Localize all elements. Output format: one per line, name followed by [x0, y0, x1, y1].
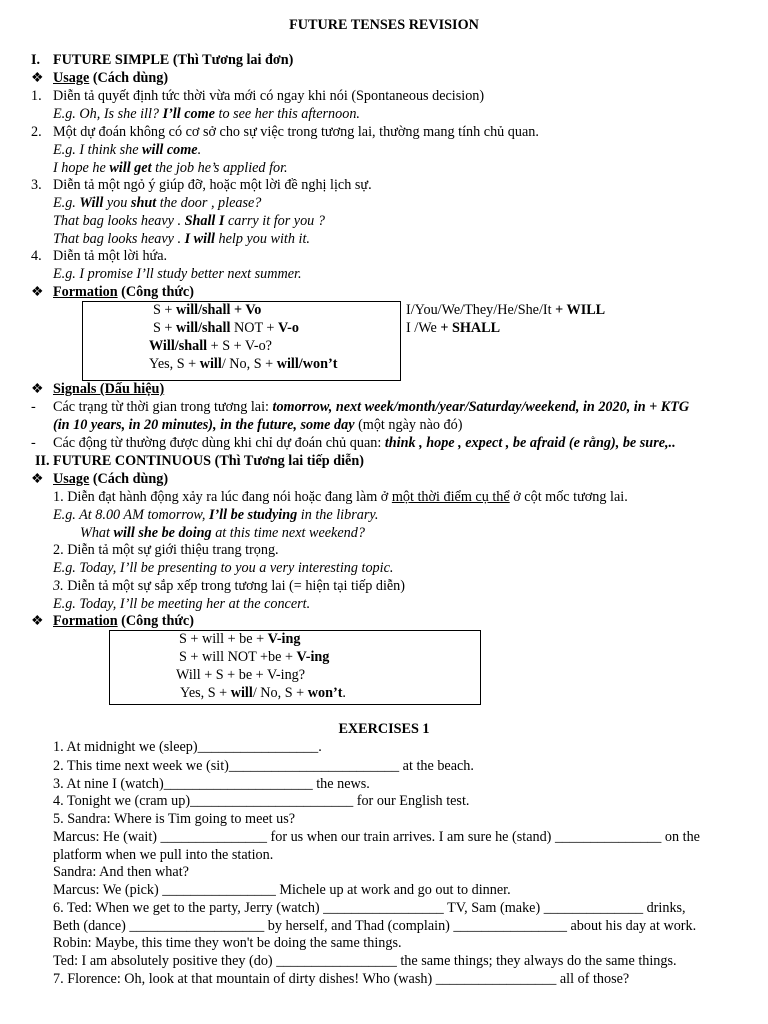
signal-line: Các động từ thường được dùng khi chỉ dự đoán chủ quan: think , hope , expect , be afraid (e rằng), be sure,.. [53, 435, 676, 451]
exercise-line: Ted: I am absolutely positive they (do) _________________ the same things; they always do the same things. [53, 953, 677, 969]
example-line: E.g. Will you shut the door , please? [53, 195, 262, 211]
bullet-icon: ❖ [31, 472, 44, 487]
signal-line: (in 10 years, in 20 minutes), in the future, some day (một ngày nào đó) [53, 417, 463, 433]
exercise-line: 3. At nine I (watch)_____________________ the news. [53, 776, 370, 792]
usage-heading: Usage (Cách dùng) [53, 471, 169, 487]
exercise-line: 1. At midnight we (sleep)_________________. [53, 739, 322, 755]
formula-negative: S + will/shall NOT + V-o [153, 320, 299, 336]
signals-heading: Signals (Dấu hiệu) [53, 381, 165, 397]
bullet-icon: ❖ [31, 71, 44, 86]
usage-item: 3. Diễn tả một sự sắp xếp trong tương lai (= hiện tại tiếp diễn) [53, 578, 405, 594]
example-line: That bag looks heavy . I will help you with it. [53, 231, 310, 247]
example-line: I hope he will get the job he’s applied for. [53, 160, 288, 176]
example-line: E.g. Today, I’ll be presenting to you a very interesting topic. [53, 560, 394, 576]
bullet-icon: ❖ [31, 382, 44, 397]
exercise-line: Beth (dance) ___________________ by herself, and Thad (complain) ________________ about his day at work. [53, 918, 697, 934]
exercise-line: 4. Tonight we (cram up)_______________________ for our English test. [53, 793, 470, 809]
signal-line: Các trạng từ thời gian trong tương lai: tomorrow, next week/month/year/Saturday/weekend, in 2020, in + KTG [53, 399, 690, 415]
exercise-line: 7. Florence: Oh, look at that mountain of dirty dishes! Who (wash) _________________ all of those? [53, 971, 630, 987]
example-line: That bag looks heavy . Shall I carry it for you ? [53, 213, 325, 229]
formula-question: Will + S + be + V-ing? [176, 667, 306, 683]
exercise-line: 5. Sandra: Where is Tim going to meet us? [53, 811, 296, 827]
dash-icon: - [31, 435, 36, 451]
list-item-number: 4. [31, 248, 42, 264]
section-1-heading: FUTURE SIMPLE (Thì Tương lai đơn) [53, 52, 294, 68]
bullet-icon: ❖ [31, 285, 44, 300]
exercise-line: platform when we pull into the station. [53, 847, 274, 863]
section-1-number: I. [31, 52, 41, 68]
list-item: Diễn tả một ngỏ ý giúp đỡ, hoặc một lời đề nghị lịch sự. [53, 177, 372, 193]
example-line: E.g. I think she will come. [53, 142, 202, 158]
exercise-line: 6. Ted: When we get to the party, Jerry (watch) _________________ TV, Sam (make) ______________ drinks, [53, 900, 686, 916]
example-line: E.g. I promise I’ll study better next summer. [53, 266, 302, 282]
section-2-heading: FUTURE CONTINUOUS (Thì Tương lai tiếp diễn) [53, 453, 364, 469]
formula-short-answer: Yes, S + will/ No, S + won’t. [180, 685, 346, 701]
dash-icon: - [31, 399, 36, 415]
exercise-line: 2. This time next week we (sit)________________________ at the beach. [53, 758, 474, 774]
formation-heading: Formation (Công thức) [53, 613, 194, 629]
exercise-line: Marcus: He (wait) _______________ for us when our train arrives. I am sure he (stand) _______________ on the [53, 829, 700, 845]
usage-heading: Usage (Cách dùng) [53, 70, 169, 86]
exercises-title: EXERCISES 1 [338, 721, 430, 737]
formula-affirmative: S + will + be + V-ing [179, 631, 301, 647]
example-line: E.g. Oh, Is she ill? I’ll come to see her this afternoon. [53, 106, 360, 122]
exercise-line: Marcus: We (pick) ________________ Michele up at work and go out to dinner. [53, 882, 511, 898]
list-item: Diễn tả quyết định tức thời vừa mới có ngay khi nói (Spontaneous decision) [53, 88, 485, 104]
formula-question: Will/shall + S + V-o? [149, 338, 272, 354]
bullet-icon: ❖ [31, 614, 44, 629]
formula-short-answer: Yes, S + will/ No, S + will/won’t [149, 356, 338, 372]
exercise-line: Robin: Maybe, this time they won't be doing the same things. [53, 935, 402, 951]
list-item-number: 3. [31, 177, 42, 193]
list-item-number: 2. [31, 124, 42, 140]
exercise-line: Sandra: And then what? [53, 864, 189, 880]
example-line: E.g. At 8.00 AM tomorrow, I’ll be studying in the library. [53, 507, 379, 523]
example-line: What will she be doing at this time next weekend? [80, 525, 365, 541]
subject-will-note: I/You/We/They/He/She/It + WILL [406, 302, 606, 318]
list-item: Diễn tả một lời hứa. [53, 248, 168, 264]
list-item: Một dự đoán không có cơ sở cho sự việc trong tương lai, thường mang tính chủ quan. [53, 124, 539, 140]
formula-negative: S + will NOT +be + V-ing [179, 649, 330, 665]
list-item-number: 1. [31, 88, 42, 104]
usage-item: 1. Diễn đạt hành động xảy ra lúc đang nói hoặc đang làm ở một thời điểm cụ thể ở cột mốc tương lai. [53, 489, 628, 505]
formation-heading: Formation (Công thức) [53, 284, 194, 300]
section-2-number: II. [35, 453, 50, 469]
page-title: FUTURE TENSES REVISION [289, 17, 479, 33]
example-line: E.g. Today, I’ll be meeting her at the concert. [53, 596, 311, 612]
formula-affirmative: S + will/shall + Vo [153, 302, 262, 318]
subject-shall-note: I /We + SHALL [406, 320, 501, 336]
usage-item: 2. Diễn tả một sự giới thiệu trang trọng. [53, 542, 279, 558]
